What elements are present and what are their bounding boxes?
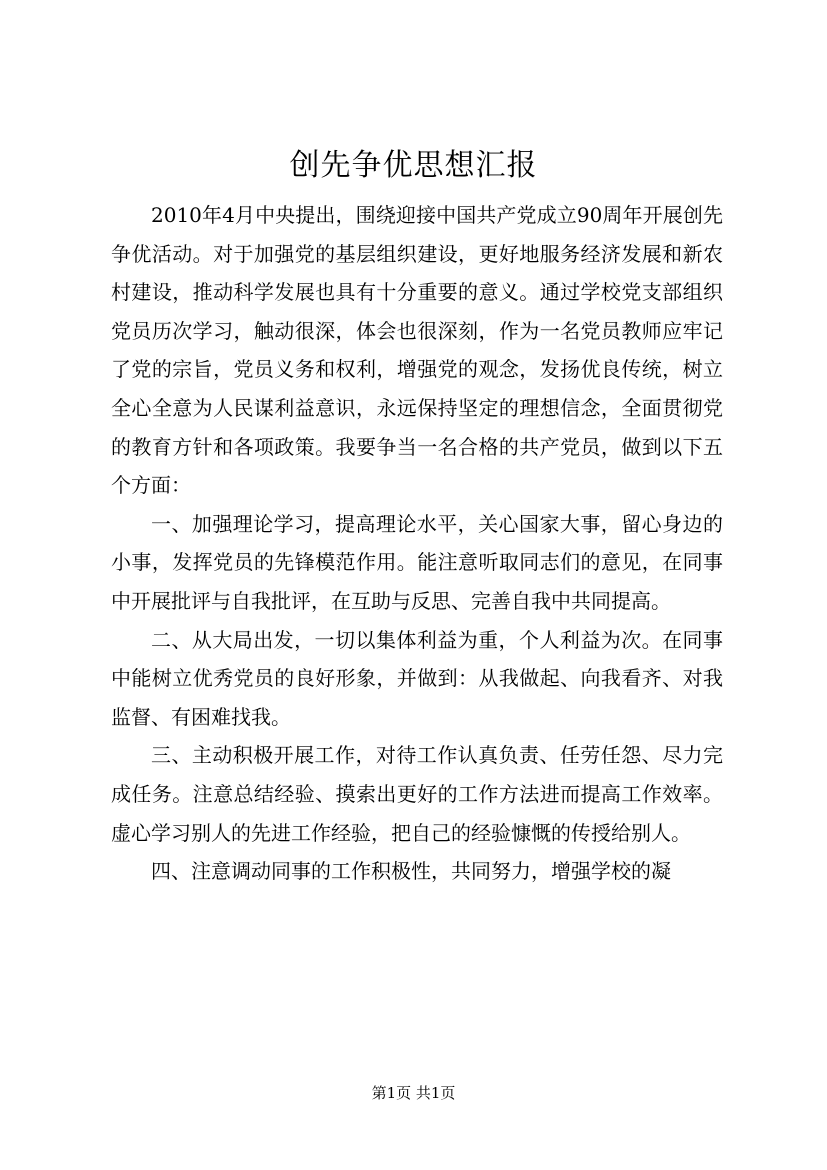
- paragraph-point-1: 一、加强理论学习，提高理论水平，关心国家大事，留心身边的小事，发挥党员的先锋模范作用。能注意听取同志们的意见，在同事中开展批评与自我批评，在互助与反思、完善自我中共同提高。: [111, 511, 723, 613]
- paragraph-point-2: 二、从大局出发，一切以集体利益为重，个人利益为次。在同事中能树立优秀党员的良好形象，并做到：从我做起、向我看齐、对我监督、有困难找我。: [111, 627, 723, 729]
- paragraph-point-4: 四、注意调动同事的工作积极性，共同努力，增强学校的凝: [151, 859, 671, 884]
- paragraph-point-3: 三、主动积极开展工作，对待工作认真负责、任劳任怨、尽力完成任务。注意总结经验、摸索出更好的工作方法进而提高工作效率。虚心学习别人的先进工作经验，把自己的经验慷慨的传授给别人。: [111, 743, 723, 845]
- document-body: [111, 196, 723, 891]
- paragraph-intro: 2010年4月中央提出，围绕迎接中国共产党成立90周年开展创先争优活动。对于加强党的基层组织建设，更好地服务经济发展和新农村建设，推动科学发展也具有十分重要的意义。通过学校党支部组织党员历次学习，触动很深，体会也很深刻，作为一名党员教师应牢记了党的宗旨，党员义务和权利，增强党的观念，发扬优良传统，树立全心全意为人民谋利益意识，永远保持坚定的理想信念，全面贯彻党的教育方针和各项政策。我要争当一名合格的共产党员，做到以下五个方面：: [111, 203, 723, 498]
- page-number-footer: 第1页 共1页: [371, 1084, 456, 1102]
- document-title: 创先争优思想汇报: [289, 148, 538, 183]
